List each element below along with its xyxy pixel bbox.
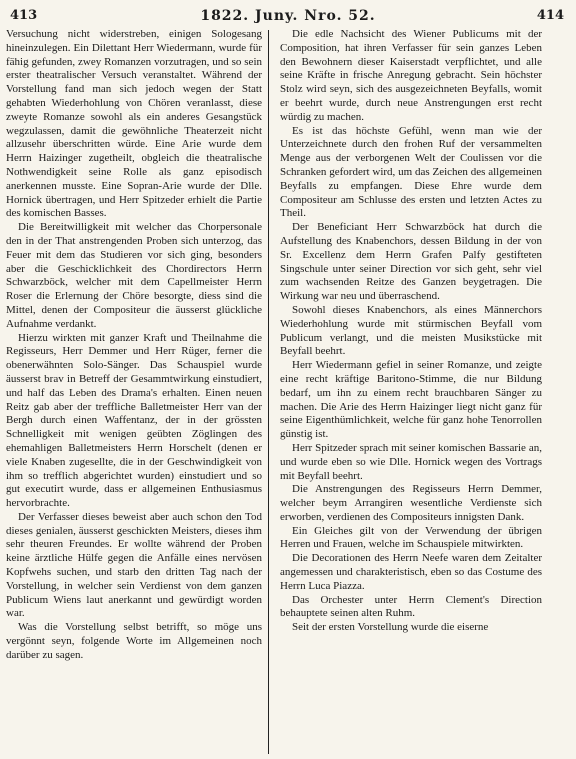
left-column bbox=[6, 28, 262, 756]
paragraph: Sowohl dieses Knabenchors, als eines Männerchors Wiederhohlung wurde mit stürmischen Beyfall vom Publicum verlangt, und die meisten Musikstücke mit Beyfall beehrt. bbox=[280, 303, 542, 358]
paragraph: Es ist das höchste Gefühl, wenn man wie der Unterzeichnete durch den frohen Ruf der versammelten Menge aus der verborgenen Welt der Coulissen vor die Schranken gefordert wird, um das Zeichen des allgemeinen Beyfalls zu empfangen. Diese Ehre wurde dem Compositeur am Schlusse des ersten und letzten Actes zu Theil. bbox=[280, 124, 542, 220]
right-column bbox=[280, 28, 542, 756]
paragraph: Seit der ersten Vorstellung wurde die eiserne bbox=[292, 621, 489, 634]
paragraph: Versuchung nicht widerstreben, einigen Sologesang hineinzulegen. Ein Dilettant Herr Wiedermann, wurde für fähig gefunden, zwey Romanzen vorzutragen, und so sein erster theatralischer Versuch veranstaltet. Während der Vorstellung fand man sich jedoch wegen der Statt gehabten Wiederhohlung von Chören veranlasst, diese zweyte Romanze sowohl als ein anderes Gesangstück wegzulassen, damit die gewöhnliche Theaterzeit nicht allzusehr überschritten würde. Eine Arie wurde dem Herrn Haizinger zugetheilt, obgleich die theatralische Nothwendigkeit seine Rolle als ganz episodisch anerkennen musste. Eine Sopran-Arie wurde der Dlle. Hornick übertragen, und Herr Spitzeder erhielt die Partie des komischen Basses. bbox=[6, 28, 262, 220]
page-number-left: 413 bbox=[10, 8, 38, 23]
paragraph: Hierzu wirkten mit ganzer Kraft und Theilnahme die Regisseurs, Herr Demmer und Herr Rüger, ferner die obenerwähnten Solo-Sänger. Das Schauspiel wurde äusserst brav in Betreff der Gesammtwirkung einstudiert, und half das Leben des Drama's erhalten. Einen neuen Reitz gab aber der treffliche Balletmeister Herr van der Bergh durch einen Waffentanz, der in der grössten Schnelligkeit mit wenigen geübten Zöglingen des ehemahligen Balletmeisters Herrn Horschelt (denen er viele Knaben zugesellte, die in der Geschwindigkeit von ihm so trefflich abgerichtet wurden) einstudiert und so gut executirt wurde, dass er allgemeinen Enthusiasmus hervorbrachte. bbox=[6, 331, 262, 510]
paragraph: Der Beneficiant Herr Schwarzböck hat durch die Aufstellung des Knabenchors, dessen Bildung in der von Sr. Excellenz dem Herrn Grafen Palfy gestifteten Singschule unter seiner Direction vor sich geht, sehr viel zum wachsenden Reitze des Ganzen beygetragen. Die Wirkung war neu und überraschend. bbox=[280, 221, 542, 303]
paragraph: Die Decorationen des Herrn Neefe waren dem Zeitalter angemessen und charakteristisch, eben so das Costume des Herrn Luca Piazza. bbox=[280, 552, 542, 592]
paragraph: Was die Vorstellung selbst betrifft, so möge uns vergönnt seyn, folgende Worte im Allgemeinen noch darüber zu sagen. bbox=[6, 621, 262, 661]
running-title: 1822. Juny. Nro. 52. bbox=[200, 8, 376, 24]
paragraph: Ein Gleiches gilt von der Verwendung der übrigen Herren und Frauen, welche im Schauspiele mitwirkten. bbox=[280, 524, 542, 551]
column-divider bbox=[268, 30, 269, 754]
paragraph: Die edle Nachsicht des Wiener Publicums mit der Composition, hat ihren Verfasser für sein ganzes Leben den Bewohnern dieser Kaiserstadt verpflichtet, und alle seine Kräfte in frische Anregung gebracht. Sein höchster Stolz wird seyn, sich des ausgezeichneten Beyfalls, womit er beehrt wurde, durch neue Anstrengungen erst recht würdig zu machen. bbox=[280, 28, 542, 123]
page-number-right: 414 bbox=[536, 8, 564, 23]
paragraph: Das Orchester unter Herrn Clement's Direction behauptete seinen alten Ruhm. bbox=[280, 593, 542, 620]
paragraph: Der Verfasser dieses beweist aber auch schon den Tod dieses genialen, äusserst geschickten Meisters, dieses ihm sehr theuren Freundes. Er wollte während der Proben keine ärztliche Hülfe gegen die Anfälle eines nervösen Kopfwehs suchen, und starb den dritten Tag nach der Vorstellung, in welcher sein Verdienst von dem ganzen Publicum Wiens laut anerkannt und gewürdigt worden war. bbox=[6, 510, 262, 620]
paragraph: Herr Spitzeder sprach mit seiner komischen Bassarie an, und wurde eben so wie Dlle. Hornick wegen des Vortrags mit Beyfall beehrt. bbox=[280, 441, 542, 482]
page-header bbox=[0, 0, 576, 28]
paragraph: Die Bereitwilligkeit mit welcher das Chorpersonale den in der That anstrengenden Proben sich unterzog, das Feuer mit dem das Studieren vor sich ging, besonders aber die Geschicklichkeit des Chordirectors Herrn Schwarzböck, welcher mit dem Capellmeister Herrn Roser die Erlernung der Chöre besorgte, diess sind die Mittel, denen der Compositeur die äusserst glückliche Aufnahme verdankt. bbox=[6, 221, 262, 330]
paragraph: Die Anstrengungen des Regisseurs Herrn Demmer, welcher beym Arrangiren wesentliche Verdienste sich erworben, verdienen des Compositeurs innigsten Dank. bbox=[280, 483, 542, 523]
paragraph: Herr Wiedermann gefiel in seiner Romanze, und zeigte eine recht kräftige Baritono-Stimme, die nur Bildung bedarf, um ihn zu einem recht brauchbaren Sänger zu machen. Die Arie des Herrn Haizinger liegt nicht ganz für seine Eigenthümlichkeit, welche für ganz hohe Tenorrollen günstig ist. bbox=[280, 359, 542, 441]
